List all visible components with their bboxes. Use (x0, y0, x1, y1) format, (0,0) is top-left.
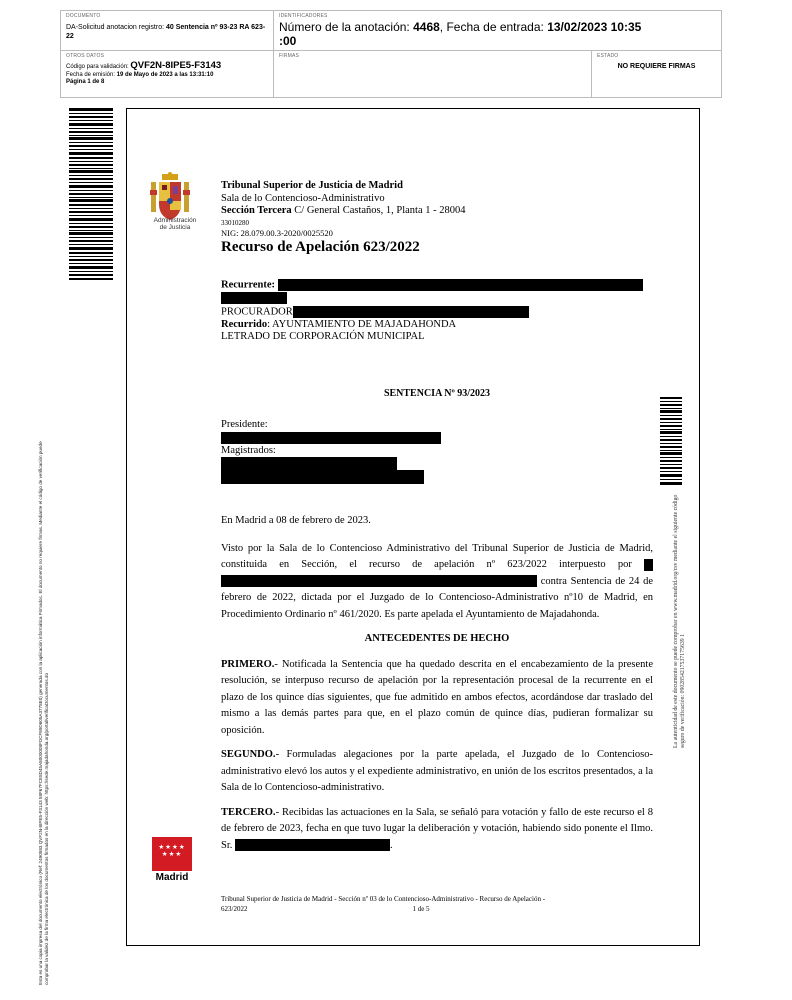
tercero-label: TERCERO. (221, 806, 276, 818)
right-verification-text: La autenticidad de este documento se puede comprobar en www.madrid.org/csv mediante el siguiente código seguro de verificación: 0902854217537175639 1 (673, 494, 686, 748)
recurrente-line: Recurrente: (221, 279, 661, 292)
sentence-body (221, 513, 653, 862)
tercero-paragraph (221, 805, 653, 855)
emision-value: 19 de Mayo de 2023 a las 13:31:10 (116, 71, 214, 78)
identificadores-cell (274, 11, 721, 51)
anotacion-number: 4468 (413, 20, 440, 34)
document-header (60, 10, 722, 98)
court-seccion (221, 205, 641, 218)
validation-label: Código para validación: (66, 64, 131, 70)
madrid-label: Madrid (155, 872, 189, 883)
primero-text: - Notificada la Sentencia que ha quedado descrita en el encabezamiento de la presente resolución, se interpuso recurso de apelación por la representación procesal de la recurrente en el plazo de los quince días siguientes, que fue admitido en ambos efectos, acordándose dar traslado del mismo a las demás partes para que, en el plazo común de quince días, pudieran formalizar su oposición. (221, 658, 653, 736)
visto-paragraph (221, 541, 653, 624)
presidente-label: Presidente: (221, 419, 268, 430)
segundo-paragraph (221, 747, 653, 797)
tercero-end: . (390, 839, 393, 851)
documento-description (66, 23, 268, 41)
footer-page: 1 de 5 (412, 905, 430, 913)
footer-line: Tribunal Superior de Justicia de Madrid - Sección nº 03 de lo Contencioso-Administrativo - Recurso de Apelación - (221, 895, 546, 903)
redaction-bar (278, 279, 643, 291)
visto-text-1: Visto por la Sala de lo Contencioso Administrativo del Tribunal Superior de Justicia de Madrid, constituida en Sección, el recurso de apelación nº 623/2022 interpuesto por (221, 542, 653, 570)
court-code: 33010280 (221, 218, 249, 227)
parties-block (221, 279, 661, 344)
firmas-cell (274, 51, 592, 97)
segundo-text: - Formuladas alegaciones por la parte apelada, el Juzgado de lo Contencioso-administrativo elevó los autos y el expediente administrativo, en unión de los escritos presentados, a la Sala de lo Contencioso-administrativo. (221, 749, 653, 793)
procurador-line (221, 306, 661, 319)
anotacion-middle: , Fecha de entrada: (439, 20, 548, 34)
recurrido-value: : AYUNTAMIENTO DE MAJADAHONDA (267, 318, 457, 330)
redaction-bar (235, 839, 390, 851)
footer-case-line (221, 904, 653, 914)
validation-block (66, 62, 268, 87)
antecedentes-heading: ANTECEDENTES DE HECHO (364, 633, 510, 644)
left-verification-text: Esta es una copia impresa del documento electrónico (Ref: 2490583 QVF2N-8IPE5-F3143 58F67FCE8D45A8000008FDCF89D605A3778E0) generada con la aplicación informática Firmadoc. El documento no requiere firmas. Mediante el código de verificación puede comprobar la validez de la firma electrónica de los documentos firmados en la dirección web: https://sede.majadahonda.org/portal/verificaDocumentos.do (38, 441, 49, 985)
primero-paragraph (221, 657, 653, 740)
estado-label: ESTADO (597, 53, 619, 59)
recurrente-line-2 (221, 292, 661, 305)
identificadores-label: IDENTIFICADORES (279, 13, 328, 19)
estado-cell (592, 51, 721, 97)
firmas-label: FIRMAS (279, 53, 300, 59)
documento-cell (61, 11, 274, 51)
right-barcode (660, 397, 682, 485)
administracion-justicia-label: Administración de Justicia (153, 217, 197, 231)
seccion-bold: Sección Tercera (221, 205, 292, 216)
recurrido-label: Recurrido (221, 318, 268, 330)
fecha-paragraph: En Madrid a 08 de febrero de 2023. (221, 515, 371, 526)
seccion-address: C/ General Castaños, 1, Planta 1 - 28004 (291, 205, 466, 216)
magistrado-redacted-1 (221, 457, 521, 470)
magistrado-redacted-2 (221, 470, 521, 484)
visto-text-2: contra Sentencia de 24 de febrero de 2022, dictada por el Juzgado de lo Contencioso-Administrativo nº10 de Madrid, en Procedimiento Ordinario nº 461/2020. Es parte apelada el Ayuntamiento de Majadahonda. (221, 575, 653, 620)
anotacion-time: :00 (279, 34, 297, 48)
anotacion-date: 13/02/2023 10:35 (547, 20, 642, 34)
redaction-bar (644, 559, 653, 571)
page-footer (221, 894, 653, 914)
court-sala: Sala de lo Contencioso-Administrativo (221, 192, 385, 204)
segundo-label: SEGUNDO. (221, 749, 276, 760)
documento-label: DOCUMENTO (66, 13, 101, 19)
redaction-bar (221, 457, 397, 470)
letrado-line: LETRADO DE CORPORACIÓN MUNICIPAL (221, 331, 425, 343)
left-barcode (69, 108, 113, 280)
redaction-bar (221, 432, 441, 444)
documento-text: DA-Solicitud anotacion registro: (66, 24, 166, 31)
tercero-text: - Recibidas las actuaciones en la Sala, se señaló para votación y fallo de este recurso el 8 de febrero de 2023, fecha en que tuvo lugar la deliberación y votación, habiendo sido ponente el Ilmo. Sr. (221, 806, 653, 851)
magistrados-label: Magistrados: (221, 445, 276, 456)
presidente-redacted (221, 431, 521, 444)
recurso-title: Recurso de Apelación 623/2022 (221, 238, 420, 255)
primero-label: PRIMERO. (221, 658, 275, 670)
redaction-bar (221, 292, 287, 304)
court-name: Tribunal Superior de Justicia de Madrid (221, 180, 403, 191)
validation-code[interactable]: QVF2N-8IPE5-F3143 (130, 60, 222, 71)
redaction-bar (221, 575, 537, 587)
footer-case: 623/2022 (221, 905, 248, 913)
procurador-label: PROCURADOR (221, 306, 293, 318)
emision-label: Fecha de emisión: (66, 71, 117, 78)
anotacion-prefix: Número de la anotación: (279, 20, 414, 34)
redaction-bar (293, 306, 529, 318)
court-heading (221, 180, 641, 256)
court-nig: NIG: 28.079.00.3-2020/0025520 (221, 227, 333, 238)
madrid-logo-icon: ★★★★ ★★★ (152, 837, 192, 871)
page-count: Página 1 de 8 (66, 79, 105, 85)
judges-block (221, 418, 521, 484)
documento-bold: 40 Sentencia nº 93-23 RA 623-22 (66, 24, 266, 40)
recurrente-label: Recurrente (221, 279, 272, 291)
otros-datos-cell (61, 51, 274, 97)
anotacion-line (279, 20, 716, 48)
sentencia-title: SENTENCIA Nº 93/2023 (383, 388, 491, 399)
recurrido-line (221, 319, 661, 332)
estado-value: NO REQUIERE FIRMAS (617, 63, 696, 70)
otros-label: OTROS DATOS (66, 53, 105, 59)
redaction-bar (221, 470, 424, 484)
